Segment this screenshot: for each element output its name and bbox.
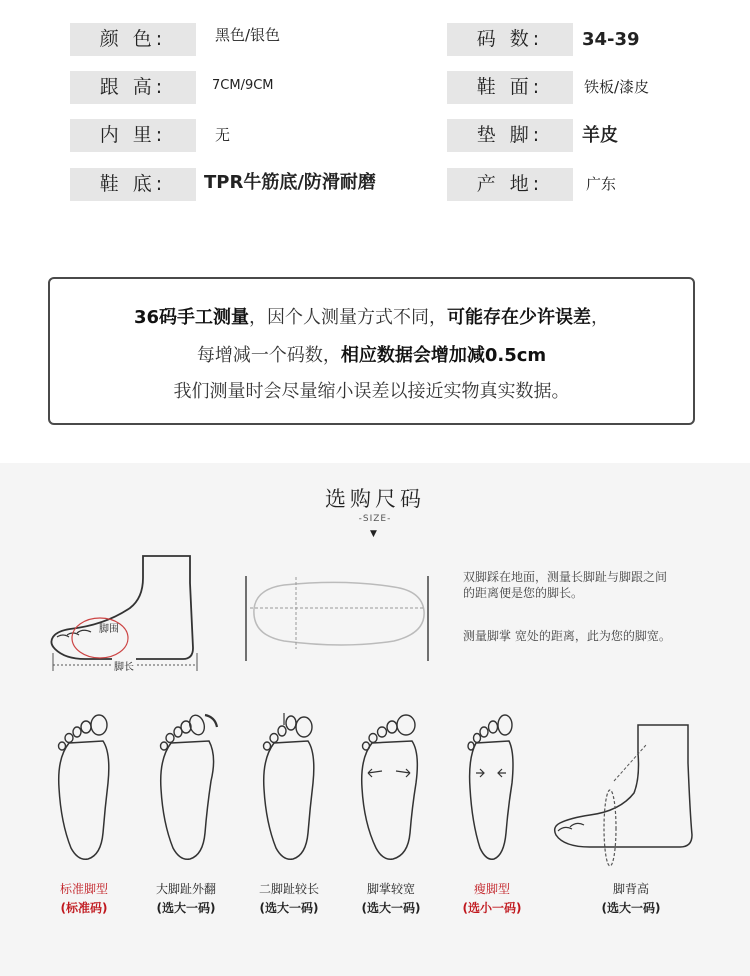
foot-bunion-icon bbox=[155, 711, 221, 863]
insole-value: 羊皮 bbox=[582, 125, 618, 146]
heel-label: 跟 高: bbox=[70, 71, 196, 104]
guide-title: 选购尺码 bbox=[325, 487, 425, 511]
foot-side-illustration bbox=[45, 553, 205, 673]
notice-bold-3: 相应数据会增加减0.5cm bbox=[340, 345, 547, 366]
foot-type-3-label: 二脚趾较长 bbox=[258, 882, 319, 896]
sole-outline-illustration bbox=[244, 571, 440, 663]
foot-type-1-label: 标准脚型 bbox=[59, 882, 108, 896]
sole-value: TPR牛筋底/防滑耐磨 bbox=[204, 172, 376, 193]
notice-line-2 bbox=[50, 341, 693, 367]
foot-type-2-note: (选大一码) bbox=[156, 901, 216, 915]
upper-value: 铁板/漆皮 bbox=[584, 78, 650, 96]
length-instruction bbox=[463, 569, 667, 601]
origin-value: 广东 bbox=[586, 175, 617, 193]
foot-wide-icon bbox=[358, 713, 424, 863]
color-value: 黑色/银色 bbox=[215, 26, 281, 44]
color-label: 颜 色: bbox=[70, 23, 196, 56]
foot-long-second-toe-icon bbox=[258, 711, 320, 863]
notice-bold-2: 可能存在少许误差 bbox=[447, 307, 592, 328]
notice-line-1 bbox=[50, 303, 693, 329]
measurement-notice bbox=[48, 277, 695, 425]
size-guide bbox=[0, 463, 750, 976]
guide-subtitle: -SIZE- bbox=[358, 514, 392, 524]
size-value: 34-39 bbox=[582, 29, 640, 50]
foot-type-4-note: (选大一码) bbox=[361, 901, 421, 915]
upper-label: 鞋 面: bbox=[447, 71, 573, 104]
length-instruction-line-2: 的距离便是您的脚长。 bbox=[463, 586, 584, 600]
notice-line-3: 我们测量时会尽量缩小误差以接近实物真实数据。 bbox=[173, 381, 570, 402]
width-instruction: 测量脚掌 宽处的距离，此为您的脚宽。 bbox=[463, 629, 671, 643]
size-label: 码 数: bbox=[447, 23, 573, 56]
foot-type-1-note: (标准码) bbox=[60, 901, 108, 915]
heel-value: 7CM/9CM bbox=[212, 78, 274, 93]
origin-label: 产 地: bbox=[447, 168, 573, 201]
sole-label: 鞋 底: bbox=[70, 168, 196, 201]
foot-type-6-label: 脚背高 bbox=[612, 882, 649, 896]
lining-label: 内 里: bbox=[70, 119, 196, 152]
foot-high-instep-icon bbox=[550, 723, 700, 863]
down-arrow-icon: ▼ bbox=[370, 529, 377, 539]
girth-label: 脚围 bbox=[99, 624, 119, 635]
foot-standard-icon bbox=[53, 713, 115, 863]
foot-type-6-note: (选大一码) bbox=[601, 901, 661, 915]
foot-type-2-label: 大脚趾外翻 bbox=[155, 882, 216, 896]
foot-type-3-note: (选大一码) bbox=[259, 901, 319, 915]
length-instruction-line-1: 双脚踩在地面，测量长脚趾与脚跟之间 bbox=[463, 570, 668, 584]
insole-label: 垫 脚: bbox=[447, 119, 573, 152]
foot-type-5-label: 瘦脚型 bbox=[473, 882, 510, 896]
foot-type-5-note: (选小一码) bbox=[462, 901, 522, 915]
length-label: 脚长 bbox=[112, 658, 136, 673]
foot-type-4-label: 脚掌较宽 bbox=[366, 882, 415, 896]
notice-text-1: ，因个人测量方式不同， bbox=[249, 307, 448, 328]
lining-value: 无 bbox=[215, 126, 231, 144]
notice-text-2: 每增减一个码数， bbox=[196, 345, 341, 366]
foot-slim-icon bbox=[462, 713, 522, 863]
notice-end-1: ， bbox=[591, 307, 610, 328]
notice-bold-1: 36码手工测量 bbox=[133, 307, 250, 328]
